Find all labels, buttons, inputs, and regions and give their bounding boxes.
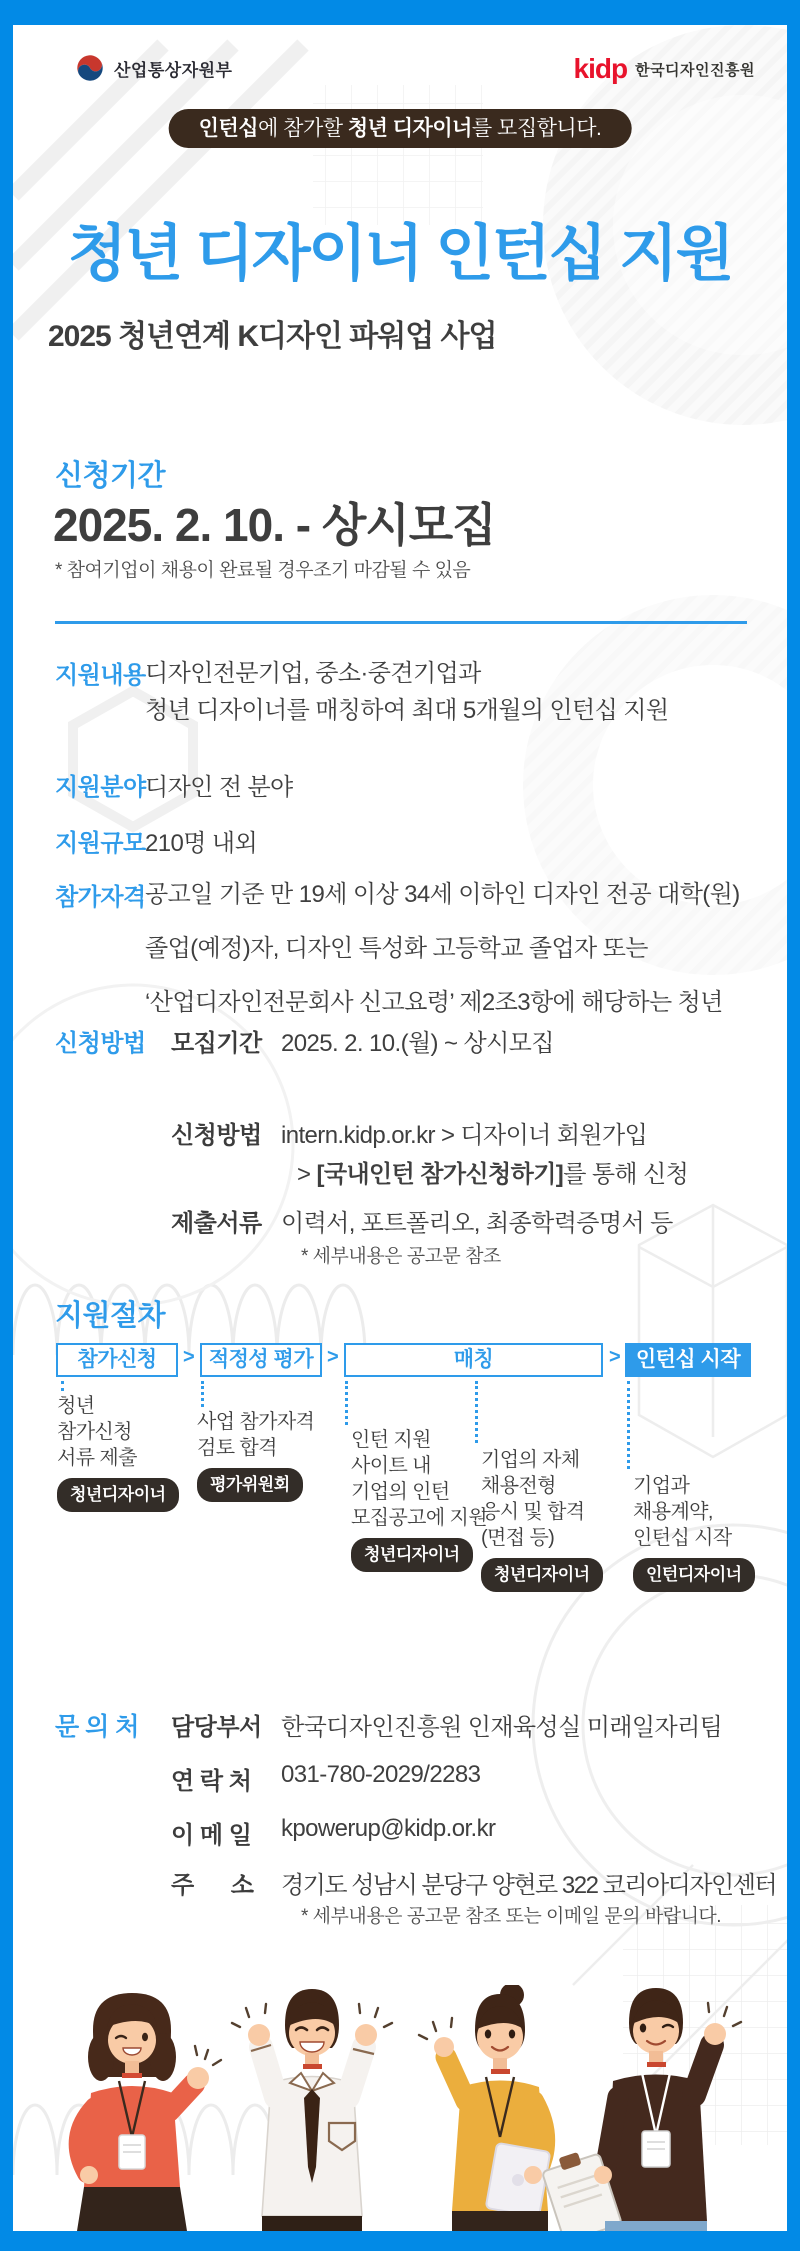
process-step-matching: 매칭 <box>344 1343 603 1377</box>
col4-line4: (면접 등) <box>481 1527 555 1549</box>
process-arrow-2: > <box>327 1346 339 1368</box>
section-divider <box>55 621 747 624</box>
process-step-apply: 참가신청 <box>56 1343 178 1377</box>
apply-docs-note: * 세부내용은 공고문 참조 <box>301 1246 501 1267</box>
col3-badge: 청년디자이너 <box>351 1538 473 1572</box>
process-col-2 <box>197 1409 314 1502</box>
apply-method-line2 <box>297 1154 688 1189</box>
dotted-connector-2 <box>201 1381 204 1407</box>
dotted-connector-5 <box>627 1381 630 1469</box>
col1-badge: 청년디자이너 <box>57 1478 179 1512</box>
taegeuk-icon <box>75 53 105 83</box>
process-heading: 지원절차 <box>55 1300 166 1332</box>
process-col-5 <box>633 1473 755 1592</box>
info-value-field: 디자인 전 분야 <box>145 774 293 801</box>
process-col-3 <box>351 1427 487 1572</box>
info-value-eligibility <box>145 868 740 1030</box>
process-col-4 <box>481 1447 603 1592</box>
col4-badge: 청년디자이너 <box>481 1558 603 1592</box>
apply-method-line2-strong: [국내인턴 참가신청하기] <box>316 1161 564 1188</box>
contact-note: * 세부내용은 공고문 참조 또는 이메일 문의 바랍니다. <box>301 1906 722 1927</box>
ministry-logo <box>75 53 232 83</box>
period-heading: 신청기간 <box>55 460 166 492</box>
col4-line1: 기업의 자체 <box>481 1449 580 1471</box>
info-value-content <box>145 655 668 729</box>
col5-line3: 인턴십 시작 <box>633 1527 732 1549</box>
col5-line1: 기업과 <box>633 1475 690 1497</box>
apply-recruit-key: 모집기간 <box>171 1030 262 1057</box>
apply-method-line2-pre: > <box>297 1161 317 1188</box>
process-step-start: 인턴십 시작 <box>625 1343 751 1377</box>
col2-line1: 사업 참가자격 <box>197 1411 315 1433</box>
person-2 <box>232 1989 392 2231</box>
apply-recruit-value: 2025. 2. 10.(월) ~ 상시모집 <box>281 1030 554 1057</box>
col5-line2: 채용계약, <box>633 1501 713 1523</box>
contact-address-key: 주 소 <box>171 1872 254 1899</box>
contact-dept-value: 한국디자인진흥원 인재육성실 미래일자리팀 <box>281 1714 723 1741</box>
page-title: 청년 디자이너 인턴십 지원 <box>67 219 733 287</box>
banner-text-2: 를 모집합니다. <box>471 117 602 140</box>
col4-line2: 채용전형 <box>481 1475 556 1497</box>
apply-method-line1: intern.kidp.or.kr > 디자이너 회원가입 <box>281 1122 648 1149</box>
illustration-people <box>13 1985 787 2231</box>
col1-line3: 서류 제출 <box>57 1447 137 1469</box>
apply-docs-key: 제출서류 <box>171 1210 262 1237</box>
info-label-content: 지원내용 <box>55 662 146 689</box>
col2-badge: 평가위원회 <box>197 1468 303 1502</box>
info-label-eligibility: 참가자격 <box>55 884 146 911</box>
apply-label: 신청방법 <box>55 1030 146 1057</box>
col4-line3: 응시 및 합격 <box>481 1501 585 1523</box>
col1-line1: 청년 <box>57 1395 95 1417</box>
eligibility-line1: 공고일 기준 만 19세 이상 34세 이하인 디자인 전공 대학(원) <box>145 881 740 908</box>
banner-text-1: 에 참가할 <box>258 117 348 140</box>
col5-badge: 인턴디자이너 <box>633 1558 755 1592</box>
recruit-banner <box>169 109 632 148</box>
contact-address-value: 경기도 성남시 분당구 양현로 322 코리아디자인센터 <box>281 1872 777 1899</box>
kidp-wordmark: kidp <box>573 53 628 84</box>
info-content-line1: 디자인전문기업, 중소·중견기업과 <box>145 660 481 687</box>
process-step-evaluation: 적정성 평가 <box>200 1343 322 1377</box>
process-arrow-3: > <box>609 1346 621 1368</box>
contact-dept-key: 담당부서 <box>171 1714 262 1741</box>
info-label-field: 지원분야 <box>55 774 146 801</box>
person-3 <box>419 1985 550 2231</box>
apply-method-line2-post: 를 통해 신청 <box>563 1161 689 1188</box>
eligibility-line2: 졸업(예정)자, 디자인 특성화 고등학교 졸업자 또는 <box>145 935 648 962</box>
eligibility-line3: ‘산업디자인전문회사 신고요령’ 제2조3항에 해당하는 청년 <box>145 989 723 1016</box>
info-content-line2: 청년 디자이너를 매칭하여 최대 5개월의 인턴십 지원 <box>145 697 669 724</box>
contact-heading: 문 의 처 <box>55 1713 139 1741</box>
kidp-name: 한국디자인진흥원 <box>635 61 755 79</box>
banner-bold-2: 청년 디자이너 <box>347 117 472 140</box>
ministry-name: 산업통상자원부 <box>114 60 233 80</box>
contact-phone-key: 연 락 처 <box>171 1768 252 1795</box>
info-label-scale: 지원규모 <box>55 830 146 857</box>
col3-line3: 기업의 인턴 <box>351 1481 450 1503</box>
contact-email-key: 이 메 일 <box>171 1822 252 1849</box>
period-value: 2025. 2. 10. - 상시모집 <box>53 499 496 551</box>
process-col-1 <box>57 1393 179 1512</box>
col2-line2: 검토 합격 <box>197 1437 277 1459</box>
dotted-connector-1 <box>61 1381 64 1391</box>
apply-method-key: 신청방법 <box>171 1122 262 1149</box>
dotted-connector-3 <box>345 1381 348 1425</box>
col3-line2: 사이트 내 <box>351 1455 431 1477</box>
person-4 <box>539 1988 741 2231</box>
col3-line4: 모집공고에 지원 <box>351 1507 487 1529</box>
process-arrow-1: > <box>183 1346 195 1368</box>
kidp-logo <box>574 55 755 83</box>
person-1 <box>77 1993 221 2231</box>
col3-line1: 인턴 지원 <box>351 1429 431 1451</box>
col1-line2: 참가신청 <box>57 1421 132 1443</box>
contact-email-value: kpowerup@kidp.or.kr <box>281 1815 496 1842</box>
period-note: * 참여기업이 채용이 완료될 경우조기 마감될 수 있음 <box>55 560 471 581</box>
banner-bold-1: 인턴십 <box>198 117 259 140</box>
poster-content <box>13 25 787 2231</box>
contact-phone-value: 031-780-2029/2283 <box>281 1761 481 1788</box>
info-value-scale: 210명 내외 <box>145 830 258 857</box>
apply-docs-value: 이력서, 포트폴리오, 최종학력증명서 등 <box>281 1210 673 1237</box>
page-subtitle: 2025 청년연계 K디자인 파워업 사업 <box>48 320 497 353</box>
